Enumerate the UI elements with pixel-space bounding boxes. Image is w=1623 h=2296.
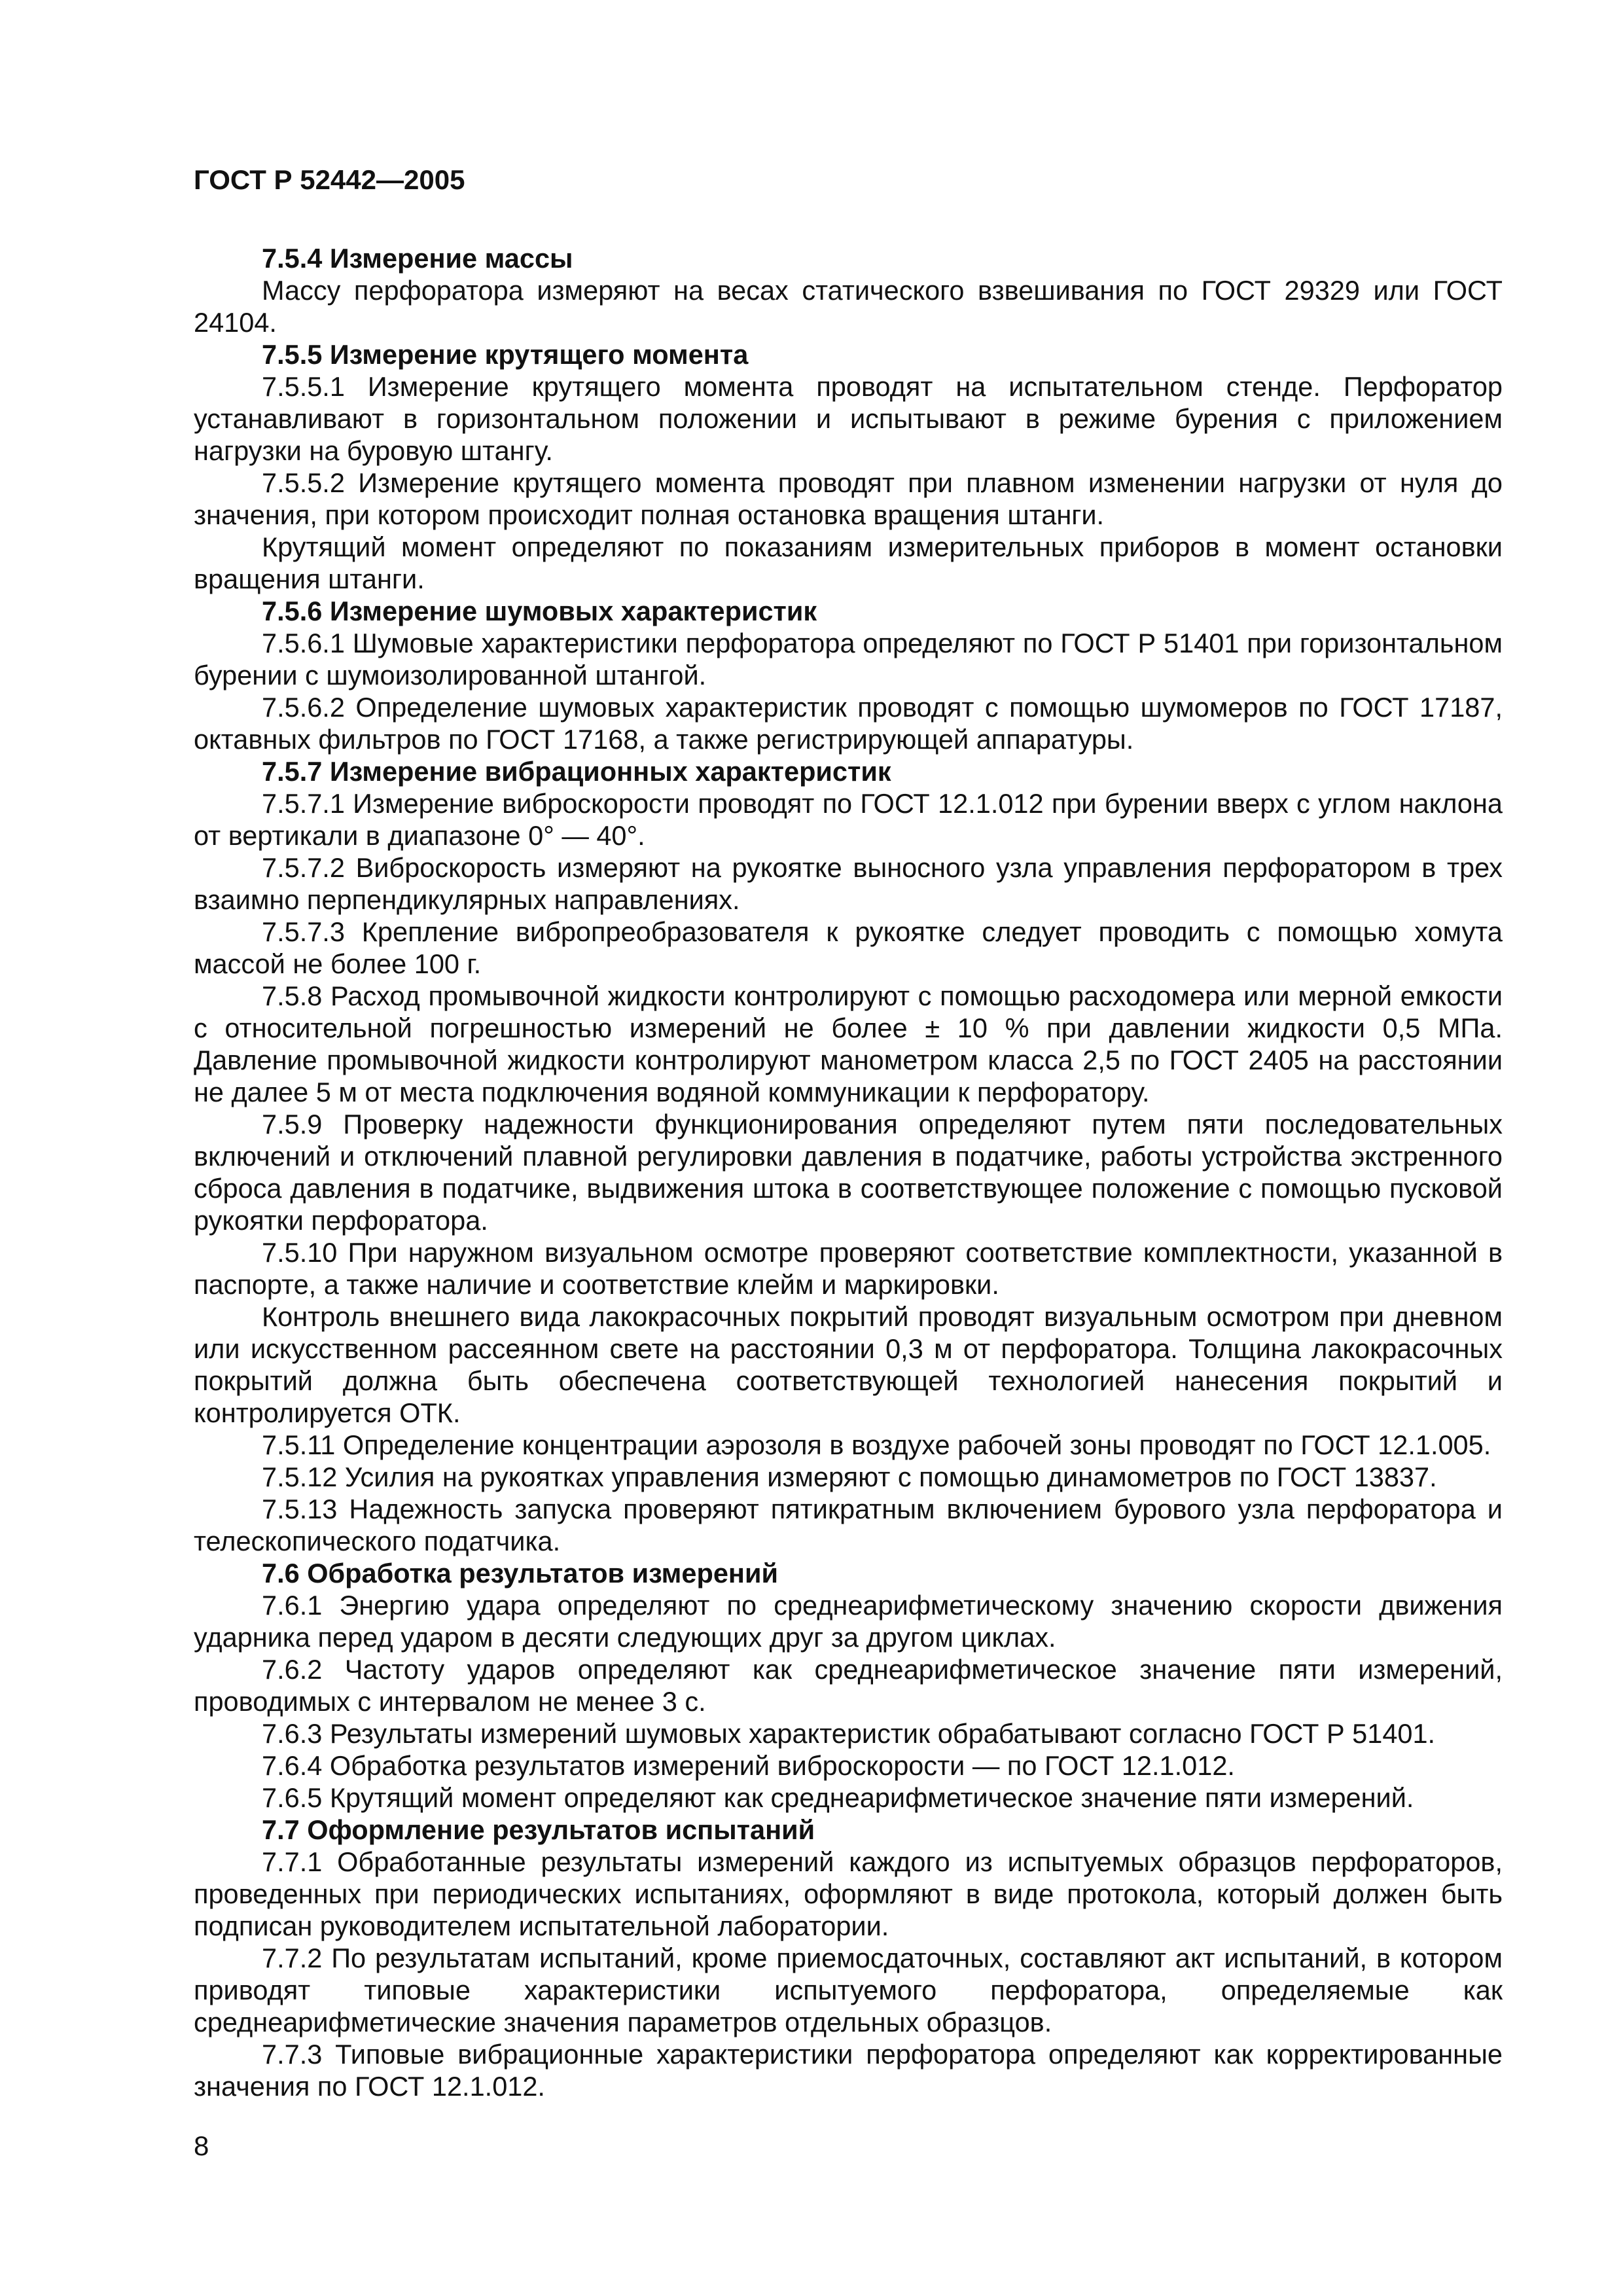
paragraph: 7.5.8 Расход промывочной жидкости контролируют с помощью расходомера или мерной емкости с относительной погрешностью измерений не более ± 10 % при давлении жидкости 0,5 МПа. Давление промывочной жидкости контролируют манометром класса 2,5 по ГОСТ 2405 на расстоянии не далее 5 м от места подключения водяной коммуникации к перфоратору. xyxy=(194,980,1503,1107)
paragraph: Крутящий момент определяют по показаниям измерительных приборов в момент остановки вращения штанги. xyxy=(194,531,1503,594)
section-heading: 7.7 Оформление результатов испытаний xyxy=(262,1814,815,1845)
paragraph: 7.5.11 Определение концентрации аэрозоля в воздухе рабочей зоны проводят по ГОСТ 12.1.005. xyxy=(262,1429,1491,1460)
paragraph: 7.5.10 При наружном визуальном осмотре проверяют соответствие комплектности, указанной в паспорте, а также наличие и соответствие клейм и маркировки. xyxy=(194,1237,1503,1300)
paragraph: 7.6.1 Энергию удара определяют по среднеарифметическому значению скорости движения ударника перед ударом в десяти следующих друг за другом циклах. xyxy=(194,1590,1503,1653)
paragraph: 7.7.3 Типовые вибрационные характеристики перфоратора определяют как корректированные значения по ГОСТ 12.1.012. xyxy=(194,2039,1503,2102)
paragraph: 7.5.5.1 Измерение крутящего момента проводят на испытательном стенде. Перфоратор устанавливают в горизонтальном положении и испытывают в режиме бурения с приложением нагрузки на буровую штангу. xyxy=(194,371,1503,466)
paragraph: 7.5.9 Проверку надежности функционирования определяют путем пяти последовательных включений и отключений плавной регулировки давления в податчике, работы устройства экстренного сброса давления в податчике, выдвижения штока в соответствующее положение с помощью пусковой рукоятки перфоратора. xyxy=(194,1109,1503,1236)
section-heading: 7.6 Обработка результатов измерений xyxy=(262,1558,778,1588)
paragraph: 7.5.7.2 Виброскорость измеряют на рукоятке выносного узла управления перфоратором в трех взаимно перпендикулярных направлениях. xyxy=(194,852,1503,915)
paragraph: 7.5.6.1 Шумовые характеристики перфоратора определяют по ГОСТ Р 51401 при горизонтальном бурении с шумоизолированной штангой. xyxy=(194,628,1503,691)
paragraph: 7.6.2 Частоту ударов определяют как среднеарифметическое значение пяти измерений, проводимых с интервалом не менее 3 с. xyxy=(194,1654,1503,1717)
paragraph: 7.5.6.2 Определение шумовых характеристик проводят с помощью шумомеров по ГОСТ 17187, октавных фильтров по ГОСТ 17168, а также регистрирующей аппаратуры. xyxy=(194,692,1503,755)
paragraph: Массу перфоратора измеряют на весах статического взвешивания по ГОСТ 29329 или ГОСТ 24104. xyxy=(194,275,1503,338)
document-page xyxy=(194,164,1503,2102)
paragraph: 7.5.13 Надежность запуска проверяют пятикратным включением бурового узла перфоратора и телескопического податчика. xyxy=(194,1494,1503,1556)
document-body xyxy=(194,242,1503,2102)
section-heading: 7.5.6 Измерение шумовых характеристик xyxy=(262,596,817,626)
page-number: 8 xyxy=(194,2130,209,2161)
paragraph: 7.6.4 Обработка результатов измерений виброскорости — по ГОСТ 12.1.012. xyxy=(262,1750,1235,1781)
section-heading: 7.5.4 Измерение массы xyxy=(262,243,573,274)
paragraph: 7.5.7.1 Измерение виброскорости проводят по ГОСТ 12.1.012 при бурении вверх с углом наклона от вертикали в диапазоне 0° — 40°. xyxy=(194,788,1503,851)
section-heading: 7.5.7 Измерение вибрационных характеристик xyxy=(262,756,891,787)
paragraph: 7.5.7.3 Крепление вибропреобразователя к рукоятке следует проводить с помощью хомута массой не более 100 г. xyxy=(194,916,1503,979)
paragraph: 7.5.5.2 Измерение крутящего момента проводят при плавном изменении нагрузки от нуля до значения, при котором происходит полная остановка вращения штанги. xyxy=(194,467,1503,530)
paragraph: 7.5.12 Усилия на рукоятках управления измеряют с помощью динамометров по ГОСТ 13837. xyxy=(262,1462,1437,1492)
paragraph: Контроль внешнего вида лакокрасочных покрытий проводят визуальным осмотром при дневном или искусственном рассеянном свете на расстоянии 0,3 м от перфоратора. Толщина лакокрасочных покрытий должна быть обеспечена соответствующей технологией нанесения покрытий и контролируется ОТК. xyxy=(194,1301,1503,1428)
paragraph: 7.6.5 Крутящий момент определяют как среднеарифметическое значение пяти измерений. xyxy=(262,1782,1414,1813)
paragraph: 7.7.2 По результатам испытаний, кроме приемосдаточных, составляют акт испытаний, в котором приводят типовые характеристики испытуемого перфоратора, определяемые как среднеарифметические значения параметров отдельных образцов. xyxy=(194,1943,1503,2037)
paragraph: 7.7.1 Обработанные результаты измерений каждого из испытуемых образцов перфораторов, проведенных при периодических испытаниях, оформляют в виде протокола, который должен быть подписан руководителем испытательной лаборатории. xyxy=(194,1846,1503,1941)
paragraph: 7.6.3 Результаты измерений шумовых характеристик обрабатывают согласно ГОСТ Р 51401. xyxy=(262,1718,1436,1749)
section-heading: 7.5.5 Измерение крутящего момента xyxy=(262,339,749,370)
document-header: ГОСТ Р 52442—2005 xyxy=(194,164,465,195)
